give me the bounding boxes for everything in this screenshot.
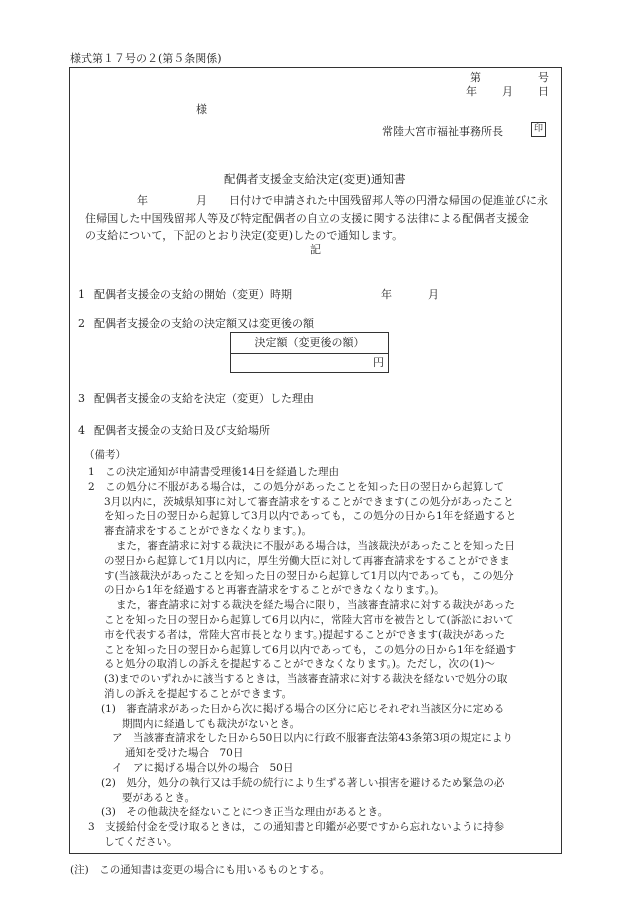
intro-month: 月	[196, 194, 207, 207]
amount-table-header: 決定額（変更後の額）	[231, 333, 388, 354]
remark-line: 市を代表する者は，常陸大宮市長となります。)提起することができます(裁決があった	[104, 628, 505, 641]
amount-unit: 円	[373, 356, 384, 369]
item-1-number: 1	[78, 288, 85, 301]
remark-line: 消しの訴えを提起することができます。	[104, 688, 293, 700]
item-2-number: 2	[78, 317, 85, 330]
remark-line: 要があるとき。	[122, 791, 196, 804]
intro-line-1	[137, 195, 548, 206]
item-1-date	[381, 289, 439, 300]
remark-line: 通知を受けた場合 70日	[125, 747, 244, 760]
date-day: 日	[538, 85, 549, 98]
remark-line: (3)までのいずれかに該当するときは，当該審査請求に対する裁決を経ないで処分の取	[104, 673, 508, 686]
remark-line: (2) 処分，処分の執行又は手続の続行により生ずる著しい損害を避けるため緊急の必	[101, 776, 505, 789]
issuer-name: 常陸大宮市福祉事務所長	[382, 125, 503, 138]
footnote: (注) この通知書は変更の場合にも用いるものとする。	[70, 864, 331, 876]
remark-line: 2 この処分に不服がある場合は，この処分があったことを知った日の翌日から起算して	[88, 480, 505, 493]
addressee-honorific: 様	[196, 103, 207, 116]
remarks-heading: （備考）	[84, 449, 126, 461]
item-4-label: 配偶者支援金の支給日及び支給場所	[94, 424, 270, 437]
item-4	[78, 425, 270, 436]
item-1	[78, 289, 292, 300]
item-1-label: 配偶者支援金の支給の開始（変更）時期	[94, 288, 292, 301]
date-year: 年	[466, 85, 477, 98]
remark-line: 期間内に経過しても裁決がないとき。	[122, 717, 301, 730]
ki-marker: 記	[310, 243, 321, 256]
item-3	[78, 393, 314, 404]
item-1-year: 年	[381, 288, 392, 301]
remark-line: また，審査請求に対する裁決を経た場合に限り，当該審査請求に対する裁決があった	[116, 599, 515, 612]
item-2	[78, 318, 314, 329]
seal-label: 印	[533, 124, 543, 134]
remark-line: 1 この決定通知が申請書受理後14日を経過した理由	[88, 466, 340, 478]
remark-line: また，審査請求に対する裁決に不服がある場合は，当該裁決があったことを知った日	[116, 540, 515, 552]
remark-line: ると処分の取消しの訴えを提起することができなくなります。)。ただし，次の(1)～	[104, 658, 495, 671]
seal-stamp	[531, 122, 546, 137]
form-number: 様式第１７号の２(第５条関係)	[70, 52, 222, 65]
remark-line: を知った日の翌日から起算して3月以内であっても，この処分の日から1年を経過すると	[104, 510, 517, 523]
remark-line: す(当該裁決があったことを知った日の翌日から起算して1月以内であっても，この処分	[104, 569, 514, 582]
document-number-prefix: 第	[470, 71, 481, 84]
remark-line: 3月以内に，茨城県知事に対して審査請求をすることができます(この処分があったこと	[104, 495, 514, 508]
intro-year: 年	[137, 194, 148, 207]
item-1-month: 月	[428, 288, 439, 301]
remark-line: (3) その他裁決を経ないことにつき正当な理由があるとき。	[101, 806, 389, 819]
item-3-label: 配偶者支援金の支給を決定（変更）した理由	[94, 392, 314, 405]
intro-line-3: の支給について，下記のとおり決定(変更)したので通知します。	[85, 229, 404, 242]
amount-table	[230, 332, 389, 373]
intro-line-2: 住帰国した中国残留邦人等及び特定配偶者の自立の支援に関する法律による配偶者支援金	[85, 212, 529, 225]
remark-line: (1) 審査請求があった日から次に掲げる場合の区分に応じそれぞれ当該区分に定める	[101, 702, 505, 715]
item-4-number: 4	[78, 424, 85, 437]
remark-line: イ アに掲げる場合以外の場合 50日	[112, 762, 294, 774]
remark-line: してください。	[104, 836, 178, 848]
remark-line: ことを知った日の翌日から起算して6月以内であっても，この処分の日から1年を経過す	[104, 643, 517, 656]
item-3-number: 3	[78, 392, 85, 405]
remark-line: 3 支援給付金を受け取るときは，この通知書と印鑑が必要ですから忘れないように持参	[88, 821, 505, 834]
item-2-label: 配偶者支援金の支給の決定額又は変更後の額	[94, 317, 314, 330]
document-title: 配偶者支援金支給決定(変更)通知書	[224, 172, 406, 186]
remark-line: の翌日から起算して1月以内に，厚生労働大臣に対して再審査請求をすることができま	[104, 554, 510, 567]
remark-line: の日から1年を経過すると再審査請求をすることができなくなります。)。	[104, 584, 445, 597]
intro-line-1-text: 日付けで申請された中国残留邦人等の円滑な帰国の促進並びに永	[229, 194, 548, 207]
document-number-suffix: 号	[538, 71, 549, 84]
remark-line: ことを知った日の翌日から起算して6月以内に，常陸大宮市を被告として(訴訟において	[104, 614, 514, 626]
remark-line: ア 当該審査請求をした日から50日以内に行政不服審査法第43条第3項の規定により	[112, 732, 513, 745]
remark-line: 審査請求をすることができなくなります。)。	[104, 525, 313, 538]
date-month: 月	[502, 85, 513, 98]
